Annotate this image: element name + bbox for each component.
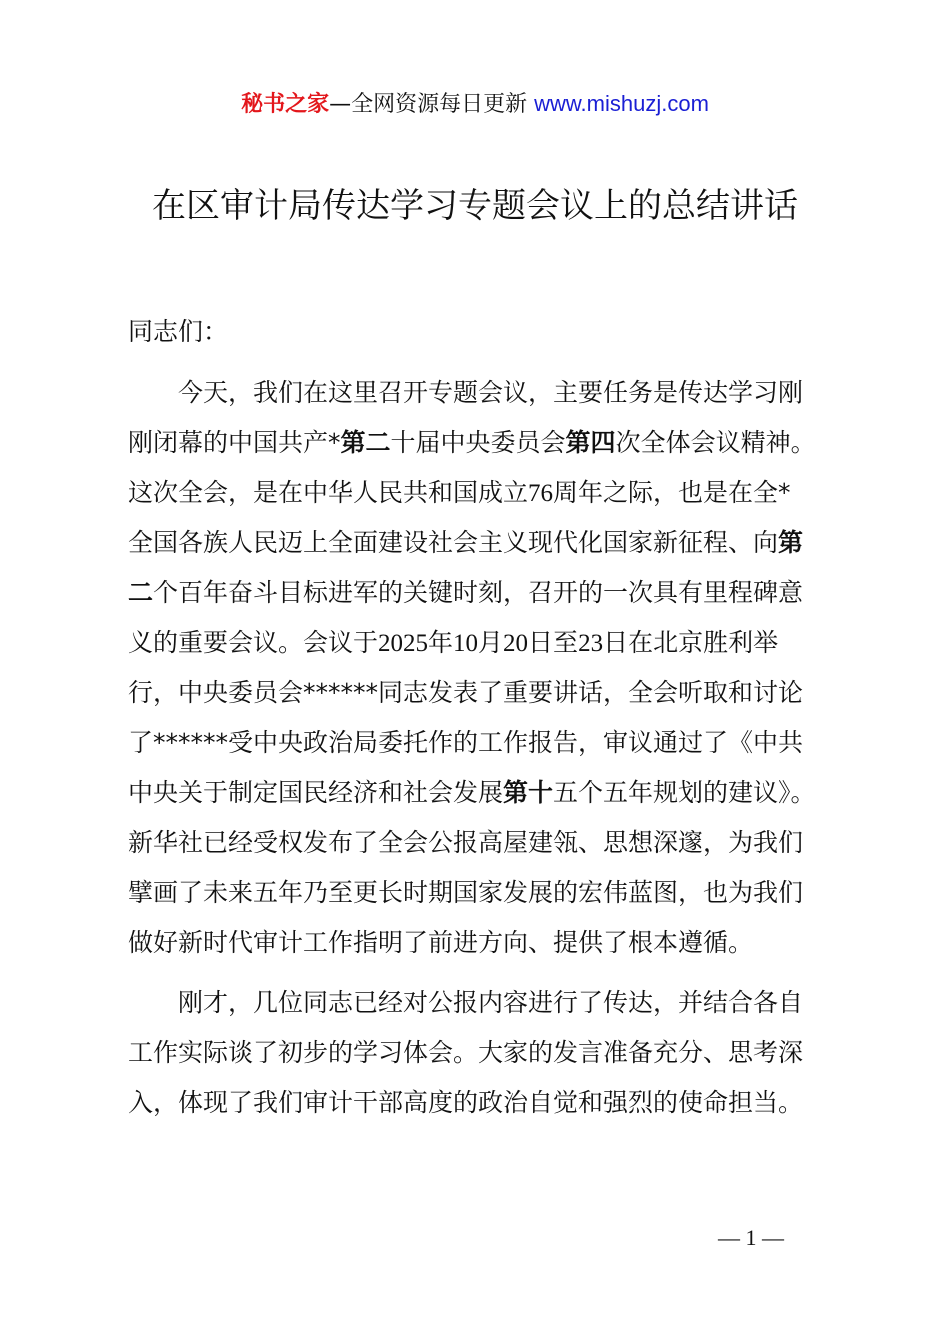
paragraph-line: 做好新时代审计工作指明了前进方向、提供了根本遵循。 — [128, 928, 754, 957]
paragraph-line: 新华社已经受权发布了全会公报高屋建瓴、思想深邃，为我们 — [128, 828, 804, 857]
text-run: 年 — [428, 628, 454, 657]
number-text: 20 — [503, 630, 529, 657]
paragraph-2 — [128, 978, 848, 1128]
bold-text: 第十 — [503, 778, 554, 807]
number-text: 23 — [578, 630, 604, 657]
paragraph-line: 刚才，几位同志已经对公报内容进行了传达，并结合各自 — [178, 988, 804, 1017]
site-tagline: —全网资源每日更新 — [329, 92, 528, 117]
site-brand: 秘书之家 — [241, 92, 330, 117]
text-run: 五个五年规划的建议》。 — [553, 778, 816, 807]
bold-text: 第二 — [340, 428, 391, 457]
document-title: 在区审计局传达学习专题会议上的总结讲话 — [152, 186, 798, 226]
paragraph-line — [128, 418, 848, 468]
number-text: 76 — [528, 480, 554, 507]
paragraph-line: 擘画了未来五年乃至更长时期国家发展的宏伟蓝图，也为我们 — [128, 878, 804, 907]
text-run: 义的重要会议。会议于 — [128, 628, 379, 657]
paragraph-line — [128, 468, 848, 518]
paragraph-line: 今天，我们在这里召开专题会议，主要任务是传达学习刚 — [178, 378, 804, 407]
bold-text: 二 — [128, 578, 154, 607]
text-run: 这次全会，是在中华人民共和国成立 — [128, 478, 529, 507]
text-run: 周年之际，也是在全* — [553, 478, 791, 507]
page-number: — 1 — — [718, 1225, 784, 1250]
text-run: 中央关于制定国民经济和社会发展 — [128, 778, 504, 807]
text-run: 日至 — [528, 628, 579, 657]
paragraph-line: 工作实际谈了初步的学习体会。大家的发言准备充分、思考深 — [128, 1038, 804, 1067]
paragraph-line — [128, 618, 848, 668]
paragraph-1 — [128, 368, 848, 968]
paragraph-line: 行，中央委员会******同志发表了重要讲话，全会听取和讨论 — [128, 678, 804, 707]
number-text: 2025 — [378, 630, 429, 657]
paragraph-line — [128, 518, 848, 568]
paragraph-line — [128, 768, 848, 818]
bold-text: 第四 — [565, 428, 616, 457]
text-run: 月 — [478, 628, 504, 657]
site-header — [0, 88, 950, 121]
text-run: 十届中央委员会 — [390, 428, 566, 457]
text-run: 个百年奋斗目标进军的关键时刻，召开的一次具有里程碑意 — [153, 578, 804, 607]
number-text: 10 — [453, 630, 479, 657]
text-run: 次全体会议精神。 — [615, 428, 816, 457]
paragraph-line: 入，体现了我们审计干部高度的政治自觉和强烈的使命担当。 — [128, 1088, 804, 1117]
paragraph-line — [128, 568, 848, 618]
text-run: 全国各族人民迈上全面建设社会主义现代化国家新征程、向 — [128, 528, 779, 557]
paragraph-line: 了******受中央政治局委托作的工作报告，审议通过了《中共 — [128, 728, 804, 757]
site-url-link[interactable]: www.mishuzj.com — [534, 91, 709, 116]
text-run: 日在北京胜利举 — [603, 628, 779, 657]
bold-text: 第 — [778, 528, 804, 557]
salutation: 同志们： — [128, 317, 229, 346]
text-run: 刚闭幕的中国共产* — [128, 428, 341, 457]
